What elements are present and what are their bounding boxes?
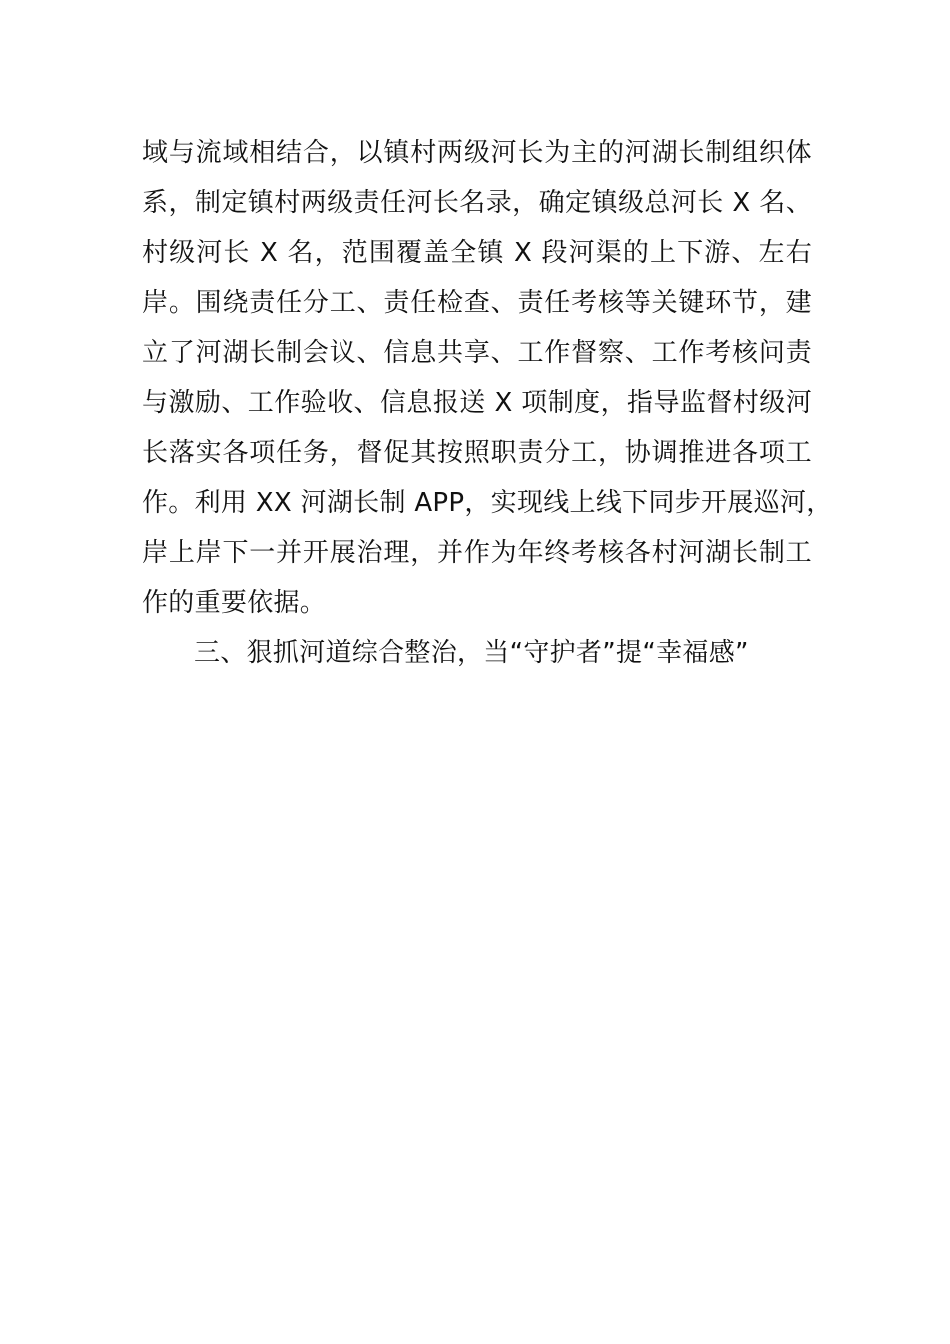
paragraph-line: 岸。围绕责任分工、责任检查、责任考核等关键环节，建 — [142, 288, 812, 318]
body-text — [142, 128, 833, 678]
paragraph-line: 村级河长 X 名，范围覆盖全镇 X 段河渠的上下游、左右 — [142, 238, 812, 268]
paragraph-line: 域与流域相结合，以镇村两级河长为主的河湖长制组织体 — [142, 138, 812, 168]
paragraph-line: 系，制定镇村两级责任河长名录，确定镇级总河长 X 名、 — [142, 188, 812, 218]
paragraph-line: 作。利用 XX 河湖长制 APP，实现线上线下同步开展巡河， — [142, 488, 833, 518]
paragraph-line: 立了河湖长制会议、信息共享、工作督察、工作考核问责 — [142, 338, 812, 368]
paragraph-line-last: 作的重要依据。 — [142, 588, 327, 618]
section-heading: 三、狠抓河道综合整治，当“守护者”提“幸福感” — [194, 638, 749, 668]
paragraph-line: 与激励、工作验收、信息报送 X 项制度，指导监督村级河 — [142, 388, 812, 418]
paragraph-line: 岸上岸下一并开展治理，并作为年终考核各村河湖长制工 — [142, 538, 812, 568]
paragraph-line: 长落实各项任务，督促其按照职责分工，协调推进各项工 — [142, 438, 812, 468]
